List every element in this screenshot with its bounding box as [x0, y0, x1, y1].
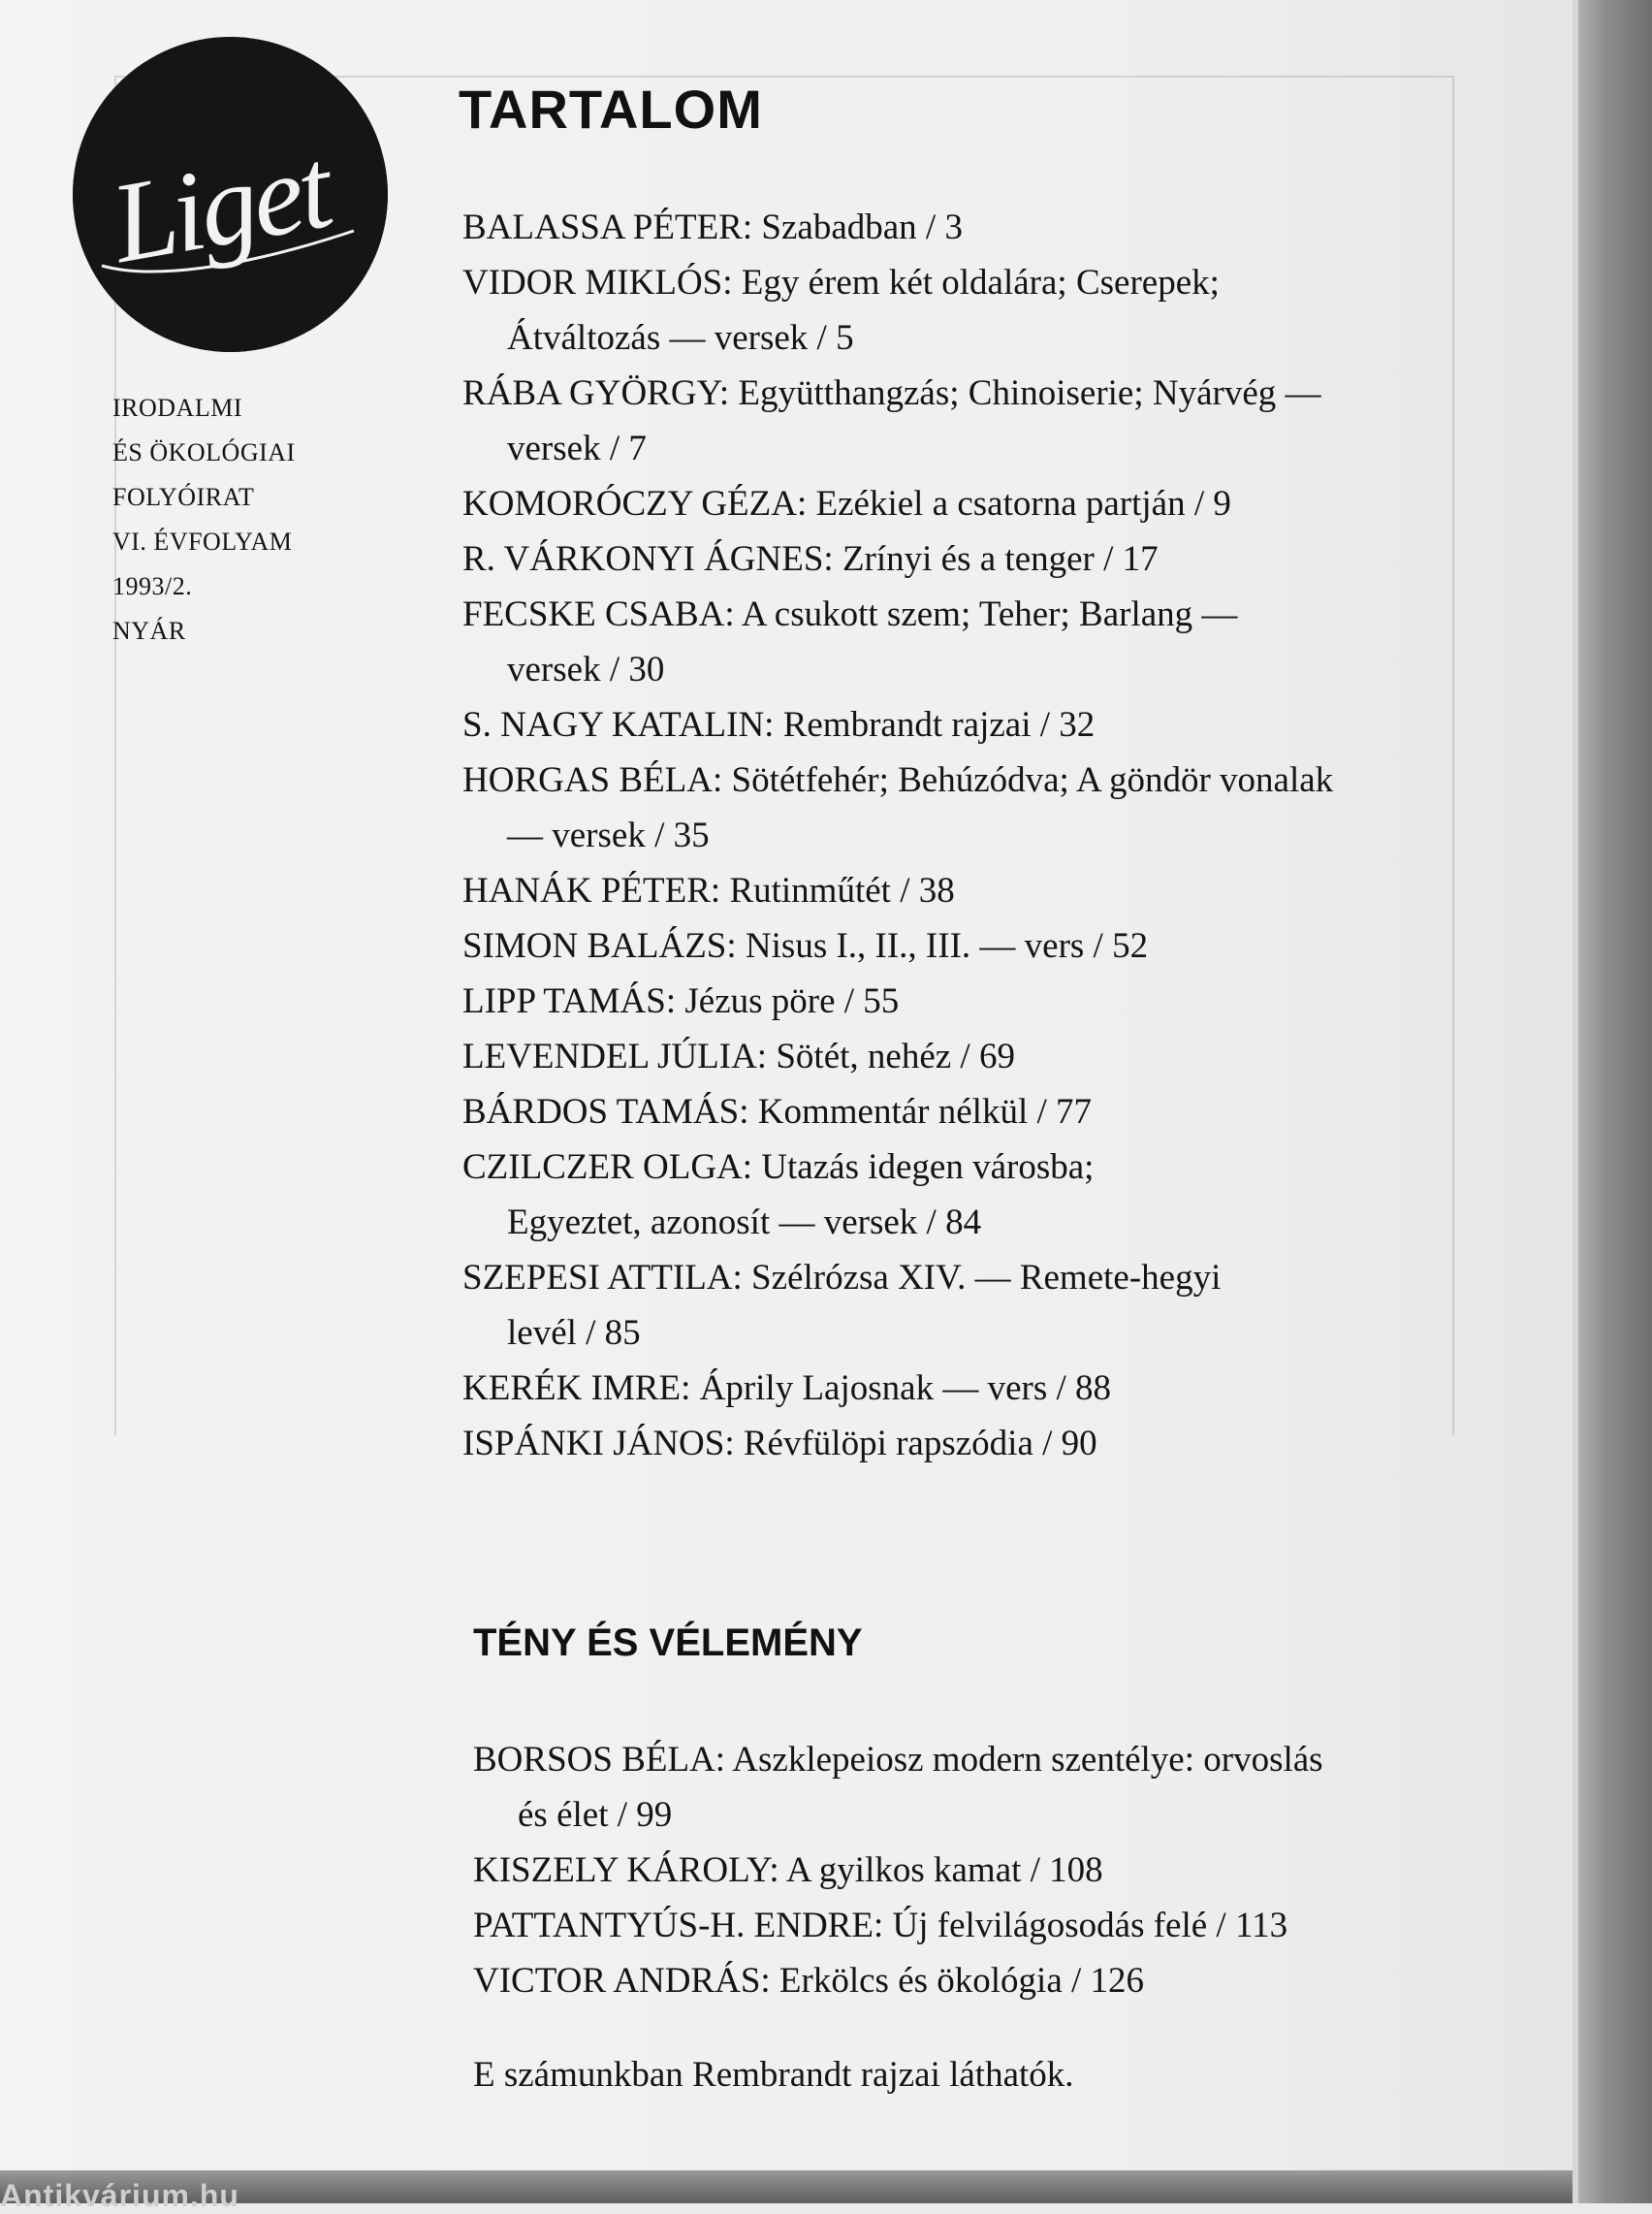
toc-entry: FECSKE CSABA: A csukott szem; Teher; Barlang — — [462, 594, 1238, 634]
liget-logo — [73, 37, 388, 352]
masthead-info — [112, 386, 296, 654]
masthead-line: VI. ÉVFOLYAM — [112, 528, 293, 556]
toc-entry: KERÉK IMRE: Áprily Lajosnak — vers / 88 — [462, 1368, 1111, 1408]
toc-entry: S. NAGY KATALIN: Rembrandt rajzai / 32 — [462, 705, 1096, 745]
toc-entry-continuation: — versek / 35 — [507, 816, 710, 855]
toc-entry: HANÁK PÉTER: Rutinműtét / 38 — [462, 871, 955, 911]
toc-entry: KISZELY KÁROLY: A gyilkos kamat / 108 — [473, 1850, 1103, 1890]
toc-entry-continuation: Egyeztet, azonosít — versek / 84 — [507, 1203, 982, 1242]
watermark: Antikvárium.hu — [0, 2178, 239, 2213]
toc-entry: VIDOR MIKLÓS: Egy érem két oldalára; Cserepek; — [462, 263, 1220, 303]
toc-entry-continuation: és élet / 99 — [518, 1795, 673, 1835]
illustration-note: E számunkban Rembrandt rajzai láthatók. — [473, 2055, 1074, 2095]
toc-entry: R. VÁRKONYI ÁGNES: Zrínyi és a tenger / 17 — [462, 539, 1159, 579]
toc-entry: LIPP TAMÁS: Jézus pöre / 55 — [462, 981, 900, 1021]
toc-entry-continuation: levél / 85 — [507, 1313, 641, 1353]
contents-list — [462, 200, 1333, 1471]
toc-entry: BORSOS BÉLA: Aszklepeiosz modern szentélye: orvoslás — [473, 1740, 1323, 1780]
contents-title: TARTALOM — [459, 79, 763, 140]
masthead-line: 1993/2. — [112, 572, 193, 600]
toc-entry-continuation: Átváltozás — versek / 5 — [507, 318, 854, 358]
toc-entry-continuation: versek / 7 — [507, 429, 647, 468]
toc-entry: BÁRDOS TAMÁS: Kommentár nélkül / 77 — [462, 1092, 1092, 1132]
toc-entry: BALASSA PÉTER: Szabadban / 3 — [462, 208, 963, 247]
masthead-line: ÉS ÖKOLÓGIAI — [112, 438, 296, 466]
toc-entry: ISPÁNKI JÁNOS: Révfülöpi rapszódia / 90 — [462, 1424, 1097, 1463]
toc-entry: VICTOR ANDRÁS: Erkölcs és ökológia / 126 — [473, 1961, 1145, 2001]
toc-entry-continuation: versek / 30 — [507, 650, 665, 690]
toc-entry: KOMORÓCZY GÉZA: Ezékiel a csatorna partján / 9 — [462, 484, 1231, 524]
toc-entry: PATTANTYÚS-H. ENDRE: Új felvilágosodás felé / 113 — [473, 1906, 1288, 1945]
section-list — [473, 1732, 1323, 2008]
toc-entry: HORGAS BÉLA: Sötétfehér; Behúzódva; A göndör vonalak — [462, 760, 1334, 800]
toc-entry: CZILCZER OLGA: Utazás idegen városba; — [462, 1147, 1095, 1187]
masthead-line: NYÁR — [112, 617, 186, 645]
logo-text: Liget — [102, 124, 337, 288]
page-edge — [1573, 0, 1652, 2203]
section-title: TÉNY ÉS VÉLEMÉNY — [473, 1621, 863, 1664]
masthead-line: IRODALMI — [112, 394, 242, 422]
toc-entry: SZEPESI ATTILA: Szélrózsa XIV. — Remete-hegyi — [462, 1258, 1222, 1298]
masthead-line: FOLYÓIRAT — [112, 483, 255, 511]
toc-entry: SIMON BALÁZS: Nisus I., II., III. — vers / 52 — [462, 926, 1149, 966]
toc-entry: RÁBA GYÖRGY: Együtthangzás; Chinoiserie; Nyárvég — — [462, 373, 1321, 413]
toc-entry: LEVENDEL JÚLIA: Sötét, nehéz / 69 — [462, 1037, 1015, 1076]
